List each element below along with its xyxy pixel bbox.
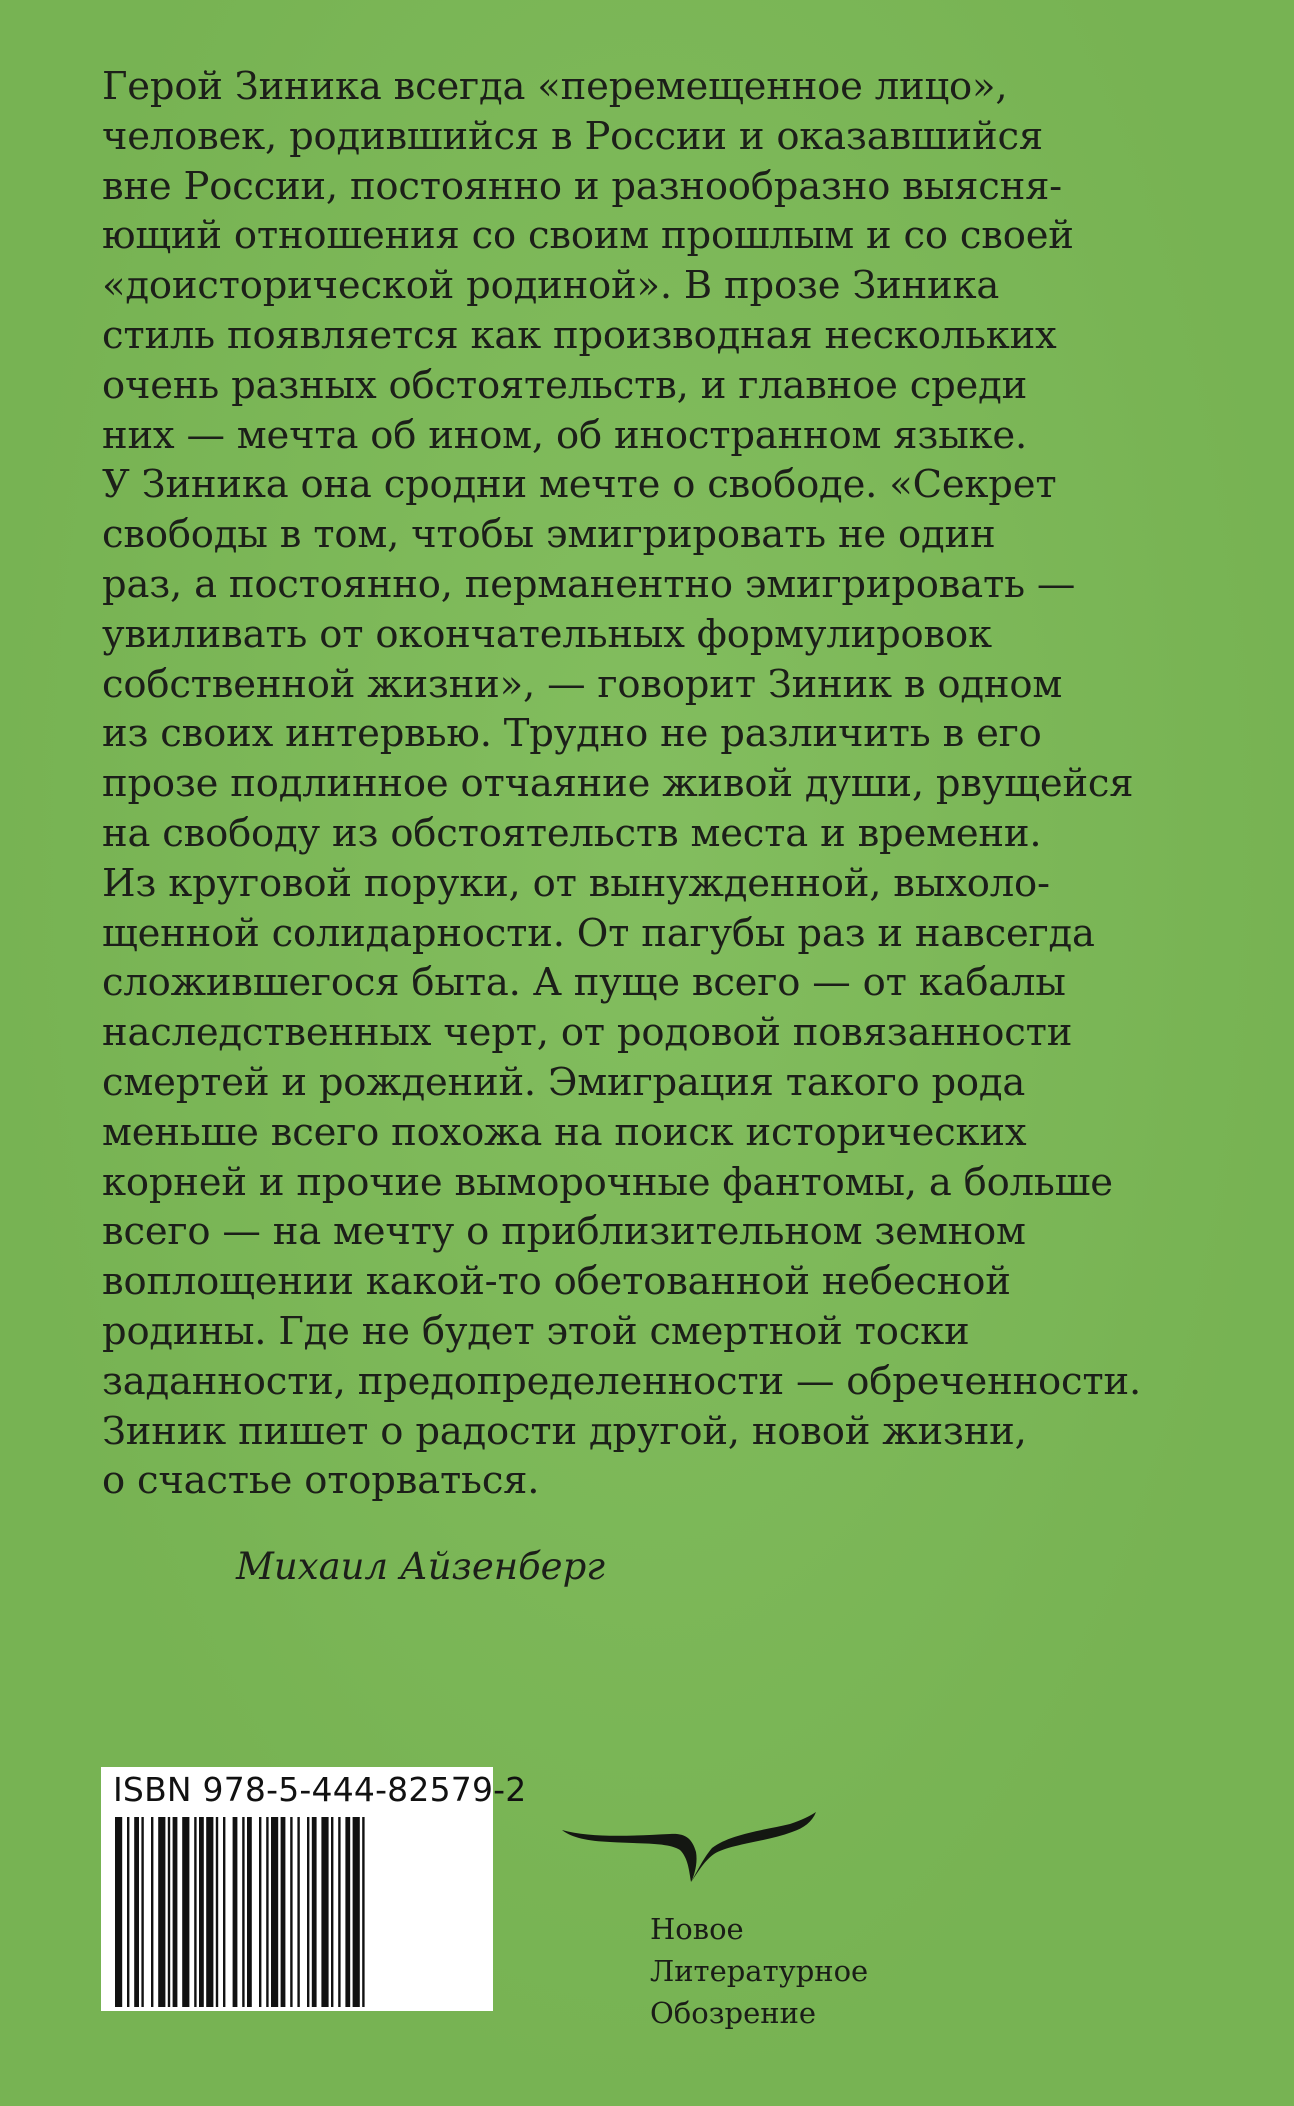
barcode-bar: [233, 1817, 238, 2007]
barcode-bar: [194, 1817, 196, 2007]
publisher-name-line: Новое: [650, 1912, 744, 1946]
barcode-bars: [113, 1817, 485, 2007]
barcode-bar: [141, 1817, 143, 2007]
barcode-bar: [247, 1817, 252, 2007]
barcode-bar: [134, 1817, 139, 2007]
publisher-logo-icon: [560, 1812, 818, 1884]
blurb-line: наследственных черт, от родовой повязанности: [102, 1010, 1073, 1056]
blurb-line: Герой Зиника всегда «перемещенное лицо»,: [102, 64, 1008, 109]
barcode-bar: [216, 1817, 218, 2007]
publisher-name-line: Обозрение: [650, 1996, 817, 2030]
barcode-bar: [127, 1817, 129, 2007]
barcode-bar: [290, 1817, 292, 2007]
blurb-line: из своих интервью. Трудно не различить в его: [102, 711, 1042, 757]
barcode-bar: [281, 1817, 286, 2007]
blurb-line: смертей и рождений. Эмиграция такого рода: [102, 1059, 1026, 1105]
publisher-name-line: Литературное: [650, 1954, 869, 1988]
barcode-bar: [242, 1817, 244, 2007]
isbn-barcode: [101, 1767, 527, 2011]
blurb-line: сложившегося быта. А пуще всего — от кабалы: [102, 960, 1066, 1006]
blurb-line: очень разных обстоятельств, и главное среди: [102, 362, 1028, 408]
barcode-bar: [173, 1817, 178, 2007]
blurb-line: прозе подлинное отчаяние живой души, рвущейся: [102, 761, 1134, 807]
barcode-bar: [115, 1817, 122, 2007]
blurb-line: щенной солидарности. От пагубы раз и навсегда: [102, 910, 1095, 956]
blurb-line: воплощении какой-то обетованной небесной: [102, 1259, 1011, 1305]
blurb-line: свободы в том, чтобы эмигрировать не один: [102, 512, 996, 558]
barcode-bar: [266, 1817, 268, 2007]
barcode-bar: [259, 1817, 261, 2007]
blurb-line: на свободу из обстоятельств места и времени.: [102, 810, 1042, 856]
blurb-line: раз, а постоянно, перманентно эмигрировать —: [102, 561, 1076, 607]
blurb-line: стиль появляется как производная нескольких: [102, 312, 1057, 358]
barcode-bar: [199, 1817, 204, 2007]
blurb-line: ющий отношения со своим прошлым и со своей: [102, 213, 1074, 259]
blurb-text: [102, 62, 1212, 1506]
barcode-bar: [206, 1817, 213, 2007]
barcode-bar: [331, 1817, 333, 2007]
barcode-bar: [307, 1817, 309, 2007]
blurb-author: Михаил Айзенберг: [236, 1545, 605, 1588]
blurb-line: У Зиника она сродни мечте о свободе. «Секрет: [102, 462, 1057, 508]
blurb-line: родины. Где не будет этой смертной тоски: [102, 1308, 970, 1354]
blurb-line: заданности, предопределенности — обреченности.: [102, 1358, 1141, 1404]
barcode-bar: [271, 1817, 278, 2007]
blurb-line: человек, родившийся в России и оказавшийся: [102, 113, 1043, 159]
barcode-bar: [362, 1817, 364, 2007]
blurb-line: «доисторической родиной». В прозе Зиника: [102, 263, 1000, 309]
blurb-line: о счастье оторваться.: [102, 1458, 540, 1504]
blurb-line: всего — на мечту о приблизительном земном: [102, 1209, 1026, 1255]
barcode-bar: [182, 1817, 189, 2007]
isbn-number: ISBN 978-5-444-82579-2: [113, 1770, 527, 1809]
barcode-bar: [321, 1817, 328, 2007]
blurb-line: вне России, постоянно и разнообразно выясня-: [102, 163, 1062, 209]
publisher-name: [650, 1908, 868, 2034]
blurb-line: корней и прочие выморочные фантомы, а больше: [102, 1159, 1113, 1205]
barcode-bar: [338, 1817, 340, 2007]
blurb-line: них — мечта об ином, об иностранном языке.: [102, 412, 1028, 458]
barcode-bar: [312, 1817, 317, 2007]
barcode-bar: [158, 1817, 165, 2007]
blurb-line: Зиник пишет о радости другой, новой жизни,: [102, 1408, 1027, 1454]
barcode-bar: [353, 1817, 360, 2007]
barcode-bar: [151, 1817, 153, 2007]
blurb-line: Из круговой поруки, от вынужденной, выхоло-: [102, 860, 1050, 906]
barcode-bar: [168, 1817, 170, 2007]
barcode-bar: [223, 1817, 225, 2007]
blurb-line: увиливать от окончательных формулировок: [102, 611, 992, 657]
barcode-bar: [297, 1817, 299, 2007]
barcode-bar: [345, 1817, 350, 2007]
blurb-line: собственной жизни», — говорит Зиник в одном: [102, 661, 1063, 707]
blurb-line: меньше всего похожа на поиск исторических: [102, 1109, 1027, 1155]
